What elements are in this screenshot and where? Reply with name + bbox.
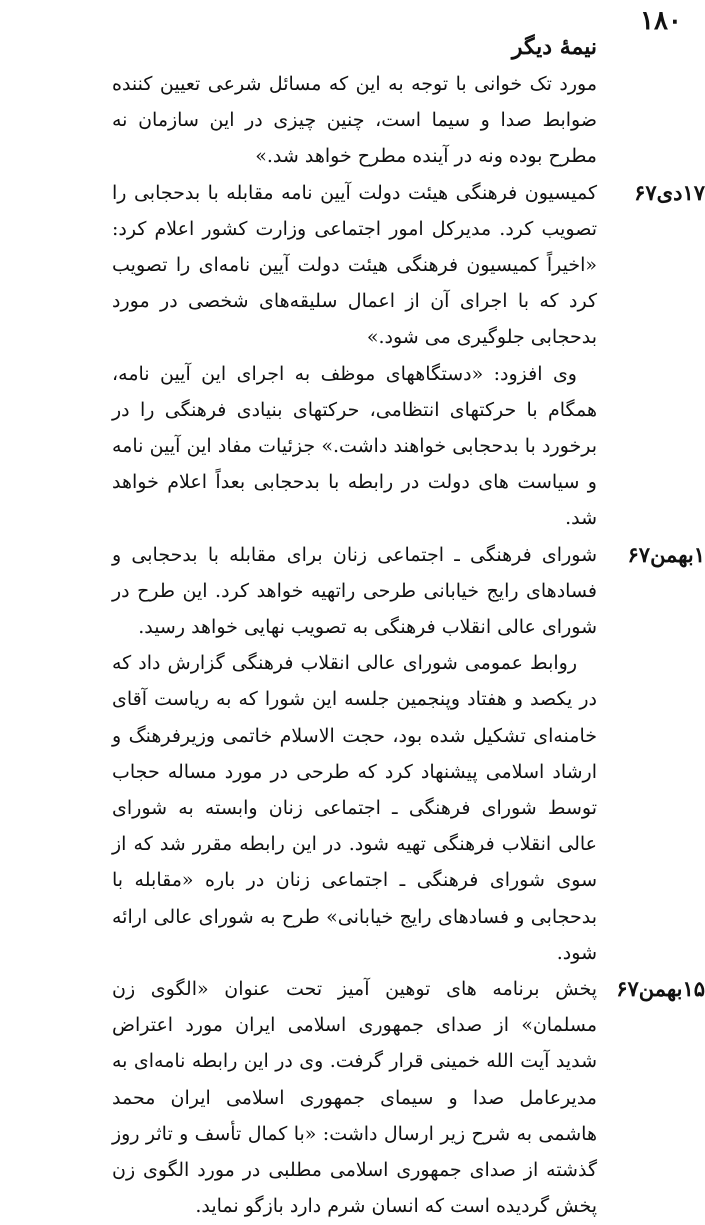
entry-continuation — [112, 66, 597, 175]
paragraph: کمیسیون فرهنگی هیئت دولت آیین نامه مقابله با بدحجابی را تصویب کرد. مدیرکل امور اجتماعی وزارت کشور اعلام کرد: «اخیراً کمیسیون فرهنگی هیئت دولت آیین نامه‌ای را تصویب کرد که با اجرای آن از اعمال سلیقه‌های شخصی در مورد بدحجابی جلوگیری می شود.» — [112, 181, 597, 349]
running-head: نیمهٔ دیگر — [511, 34, 597, 60]
paragraph: روابط عمومی شورای عالی انقلاب فرهنگی گزارش داد که در یکصد و هفتاد وپنجمین جلسه این شورا که به ریاست آقای خامنه‌ای تشکیل شده بود، حجت الاسلام خاتمی وزیرفرهنگ و ارشاد اسلامی پیشنهاد کرد که طرحی در مورد مساله حجاب توسط شورای فرهنگی ـ اجتماعی زنان وابسته به شورای عالی انقلاب فرهنگی تهیه شود. در این رابطه مقرر شد که از سوی شورای فرهنگی ـ اجتماعی زنان در باره «مقابله با بدحجابی و فسادهای رایج خیابانی» طرح به شورای عالی ارائه شود. — [112, 652, 597, 964]
text-block — [112, 66, 705, 1225]
paragraph: شورای فرهنگی ـ اجتماعی زنان برای مقابله با بدحجابی و فسادهای رایج خیابانی طرحی راتهیه خواهد کرد. این طرح در شورای عالی انقلاب فرهنگی به تصویب نهایی خواهد رسید. — [112, 543, 597, 639]
entry-date: ۱بهمن۶۷ — [627, 541, 705, 567]
entry-17-dey-67 — [112, 175, 705, 537]
entry-1-bahman-67 — [112, 537, 705, 971]
entry-15-bahman-67 — [112, 971, 705, 1224]
entry-date: ۱۵بهمن۶۷ — [616, 976, 705, 1002]
paragraph: پخش برنامه های توهین آمیز تحت عنوان «الگوی زن مسلمان» از صدای جمهوری اسلامی ایران مورد اعتراض شدید آیت الله خمینی قرار گرفت. وی در این رابطه نامه‌ای به مدیرعامل صدا و سیمای جمهوری اسلامی ایران محمد هاشمی به شرح زیر ارسال داشت: «با کمال تأسف و تاثر روز گذشته از صدای جمهوری اسلامی مطلبی در مورد الگوی زن پخش گردیده است که انسان شرم دارد بازگو نماید. — [112, 978, 597, 1218]
page-number: ۱۸۰ — [640, 6, 682, 36]
paragraph: مورد تک خوانی با توجه به این که مسائل شرعی تعیین کننده ضوابط صدا و سیما است، چنین چیزی در این سازمان نه مطرح بوده ونه در آینده مطرح خواهد شد.» — [112, 73, 597, 168]
paragraph: وی افزود: «دستگاههای موظف به اجرای این آیین نامه، همگام با حرکتهای انتظامی، حرکتهای بنیادی فرهنگی را در برخورد با بدحجابی خواهند داشت.» جزئیات مفاد این آیین نامه و سیاست های دولت در رابطه با بدحجابی بعداً اعلام خواهد شد. — [112, 362, 597, 530]
entry-date: ۱۷دی۶۷ — [634, 179, 705, 205]
